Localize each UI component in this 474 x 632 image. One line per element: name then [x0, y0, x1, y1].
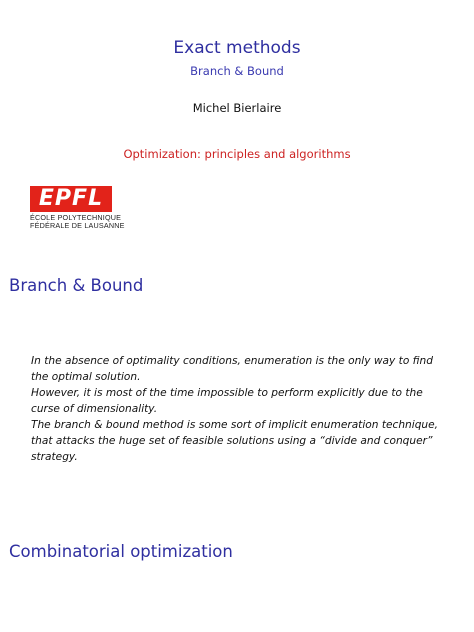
title-slide [0, 0, 474, 258]
slide-body [31, 353, 451, 465]
slide-subtitle: Branch & Bound [190, 64, 284, 78]
paragraph-3: The branch & bound method is some sort of implicit enumeration technique, that attacks the huge set of feasible solutions using a “divide and conquer” strategy. [31, 419, 439, 463]
epfl-logo-line-2: FÉDÉRALE DE LAUSANNE [30, 221, 125, 230]
section-heading-branch-bound: Branch & Bound [9, 276, 144, 295]
paragraph-2: However, it is most of the time impossible to perform explicitly due to the curse of dimensionality. [31, 387, 423, 415]
course-name: Optimization: principles and algorithms [123, 147, 351, 161]
author-name: Michel Bierlaire [192, 101, 282, 115]
slide-title: Exact methods [173, 38, 301, 58]
epfl-logo [30, 186, 125, 230]
epfl-logo-text: EPFL [38, 186, 104, 211]
epfl-logo-line-1: ÉCOLE POLYTECHNIQUE [30, 213, 122, 222]
paragraph-1: In the absence of optimality conditions, enumeration is the only way to find the optimal solution. [31, 355, 433, 383]
section-heading-combinatorial: Combinatorial optimization [9, 542, 233, 561]
epfl-logo-mark [30, 186, 112, 212]
